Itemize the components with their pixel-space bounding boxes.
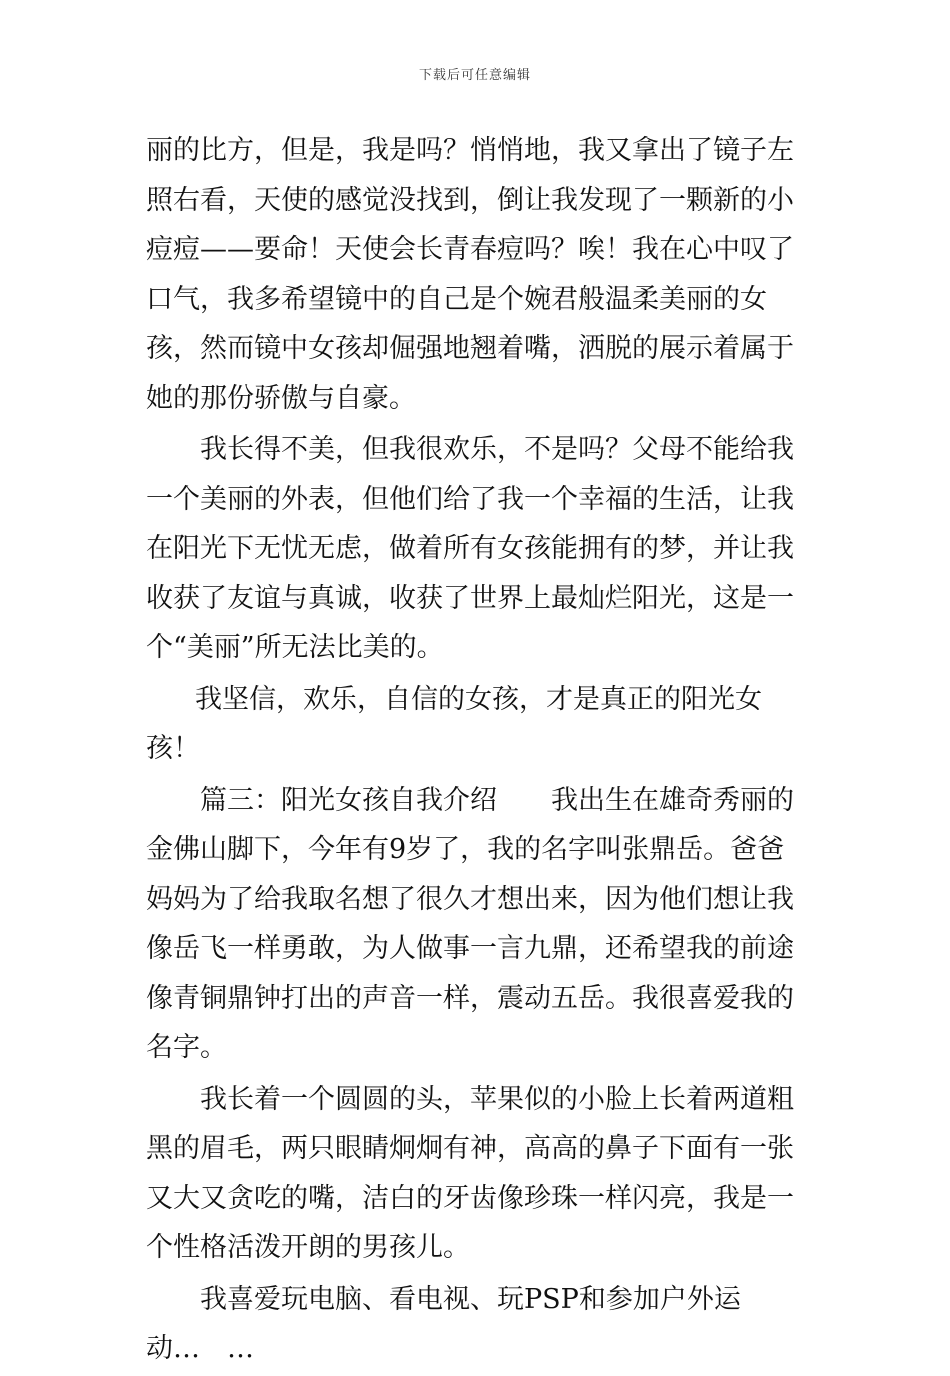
paragraph-2: 我长得不美，但我很欢乐，不是吗？父母不能给我一个美丽的外表，但他们给了我一个幸福的生活，让我在阳光下无忧无虑，做着所有女孩能拥有的梦，并让我收获了友谊与真诚，收获了世界上最灿烂阳光，这是一个“美丽”所无法比美的。 — [146, 434, 794, 663]
document-body — [146, 126, 806, 1376]
paragraph-3: 我坚信，欢乐，自信的女孩，才是真正的阳光女孩！ — [146, 683, 762, 764]
paragraph-5: 我长着一个圆圆的头，苹果似的小脸上长着两道粗黑的眉毛，两只眼睛炯炯有神，高高的鼻子下面有一张又大又贪吃的嘴，洁白的牙齿像珍珠一样闪亮，我是一个性格活泼开朗的男孩儿。 — [146, 1083, 794, 1263]
paragraph-6: 我喜爱玩电脑、看电视、玩PSP和参加户外运动… … — [146, 1283, 741, 1364]
paragraph-1: 丽的比方，但是，我是吗？悄悄地，我又拿出了镜子左照右看，天使的感觉没找到，倒让我发现了一颗新的小痘痘——要命！天使会长青春痘吗？唉！我在心中叹了口气，我多希望镜中的自己是个婉君般温柔美丽的女孩，然而镜中女孩却倔强地翘着嘴，洒脱的展示着属于她的那份骄傲与自豪。 — [146, 135, 794, 414]
paragraph-4: 篇三：阳光女孩自我介绍 我出生在雄奇秀丽的金佛山脚下，今年有9岁了，我的名字叫张鼎岳。爸爸妈妈为了给我取名想了很久才想出来，因为他们想让我像岳飞一样勇敢，为人做事一言九鼎，还希望我的前途像青铜鼎钟打出的声音一样，震动五岳。我很喜爱我的名字。 — [146, 784, 794, 1063]
page-header: 下载后可任意编辑 — [418, 68, 531, 83]
